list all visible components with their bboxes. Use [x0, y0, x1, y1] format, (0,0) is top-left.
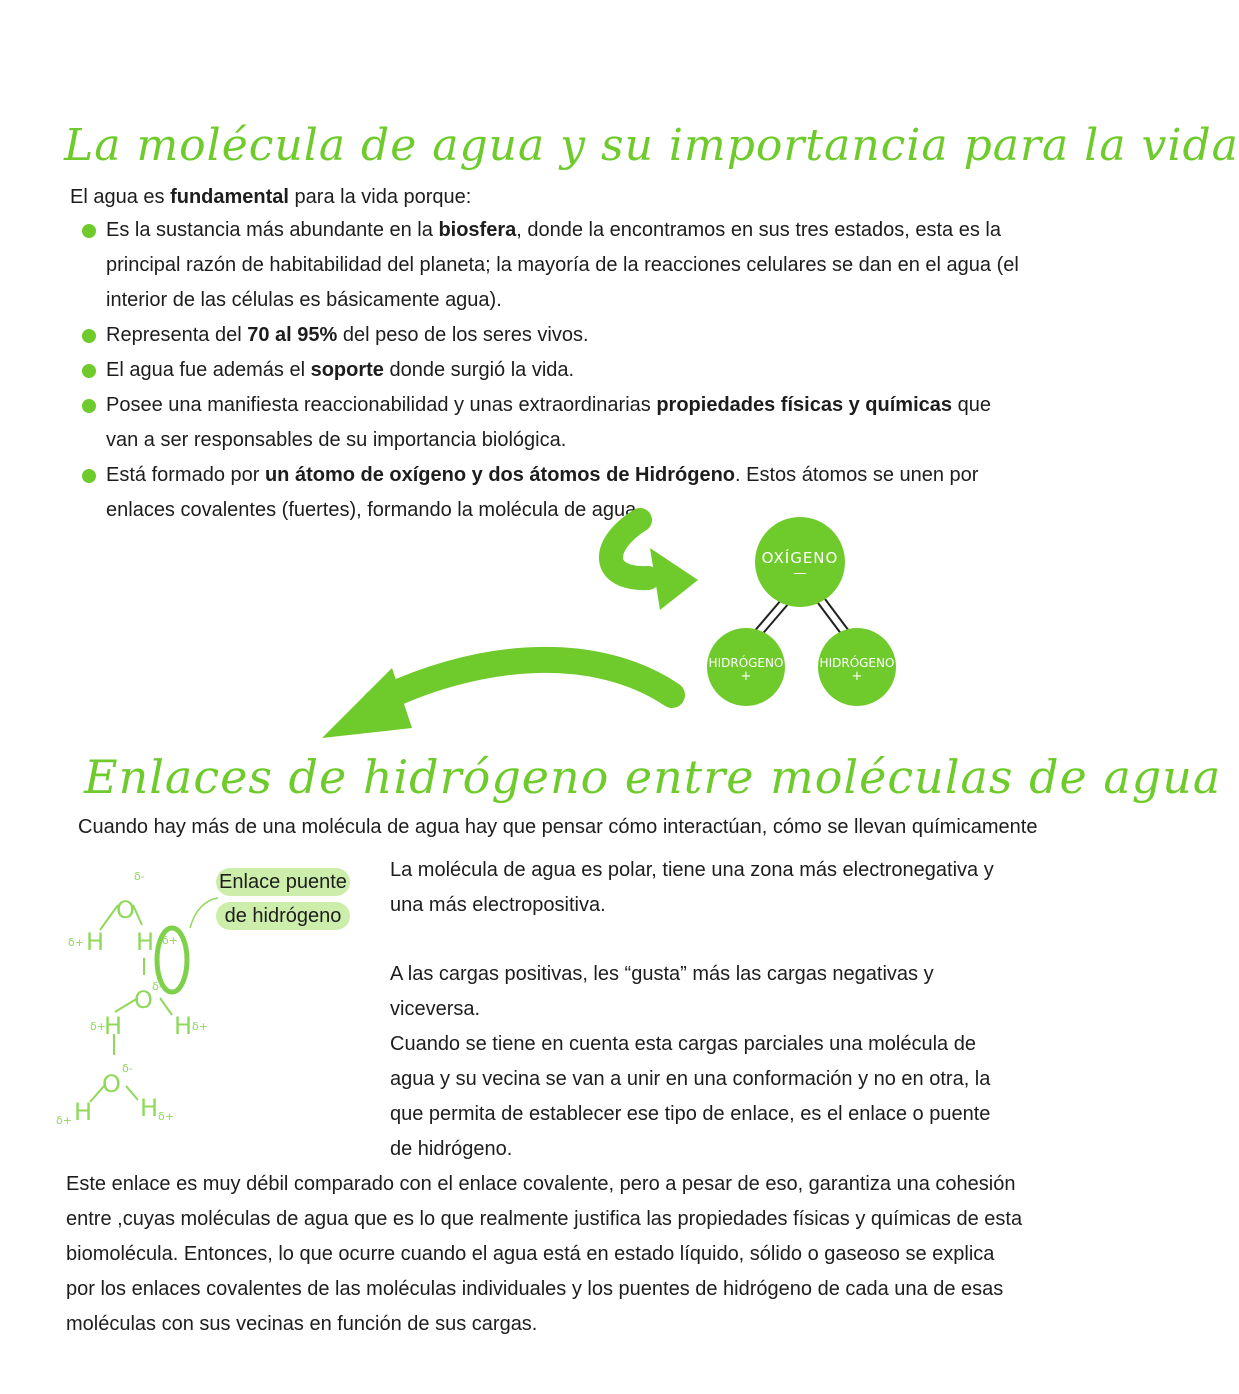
big-arrow-icon	[375, 660, 672, 703]
list-item: Está formado por un átomo de oxígeno y dos átomos de Hidrógeno. Estos átomos se unen por enlaces covalentes (fuertes), formando la molécula de agua.	[82, 458, 1022, 528]
hydrogen-bond-badge-line1: Enlace puente	[216, 868, 350, 896]
atom-label: H	[174, 1012, 193, 1040]
charge-label: δ+	[158, 1110, 174, 1123]
atom-label: O	[116, 896, 135, 924]
charge-label: δ+	[162, 934, 178, 947]
conclusion-paragraph: Este enlace es muy débil comparado con el enlace covalente, pero a pesar de eso, garantiza una cohesión entre ,cuyas moléculas de agua que es lo que realmente justifica las propiedades físicas y químicas de esta biomolécula. Entonces, lo que ocurre cuando el agua está en estado líquido, sólido o gaseoso se explica por los enlaces covalentes de las moléculas individuales y los puentes de hidrógeno de cada una de esas moléculas con sus vecinas en función de sus cargas.	[66, 1173, 1023, 1335]
atom-label: H	[74, 1098, 93, 1126]
charge-label: δ+	[90, 1020, 106, 1033]
atom-label: O	[134, 986, 153, 1014]
atom-label: H	[136, 928, 155, 956]
charge-label: δ-	[134, 870, 145, 883]
atom-label: O	[102, 1070, 121, 1098]
charge-label: δ-	[152, 980, 163, 993]
atom-label: H	[140, 1094, 159, 1122]
intro-paragraph: El agua es fundamental para la vida porque:	[70, 186, 472, 208]
hydrogen-atom-left: HIDRÓGENO +	[707, 628, 785, 706]
charge-label: δ-	[122, 1062, 133, 1075]
list-item: Representa del 70 al 95% del peso de los seres vivos.	[82, 318, 1022, 353]
polar-paragraph: La molécula de agua es polar, tiene una zona más electronegativa y una más electropositiva.	[390, 859, 994, 916]
charge-label: δ+	[68, 936, 84, 949]
sketch-atoms	[56, 870, 208, 1127]
section2-intro: Cuando hay más de una molécula de agua hay que pensar cómo interactúan, cómo se llevan químicamente	[78, 816, 1038, 838]
list-item: Es la sustancia más abundante en la biosfera, donde la encontramos en sus tres estados, esta es la principal razón de habitabilidad del planeta; la mayoría de la reacciones celulares se dan en el agua (el interior de las células es básicamente agua).	[82, 213, 1022, 318]
pointer-line	[190, 898, 218, 928]
section1-title: La molécula de agua y su importancia para la vida	[64, 120, 1239, 171]
oxygen-atom: OXÍGENO —	[755, 517, 845, 607]
atom-label: H	[86, 928, 105, 956]
list-item: El agua fue además el soporte donde surgió la vida.	[82, 353, 1022, 388]
charge-label: δ+	[56, 1114, 72, 1127]
hydrogen-bond-badge-line2: de hidrógeno	[216, 902, 350, 930]
section2-title: Enlaces de hidrógeno entre moléculas de agua	[84, 750, 1222, 804]
list-item: Posee una manifiesta reaccionabilidad y unas extraordinarias propiedades físicas y químicas que van a ser responsables de su importancia biológica.	[82, 388, 1022, 458]
charges-paragraph: A las cargas positivas, les “gusta” más las cargas negativas y viceversa.	[390, 963, 934, 1020]
partial-charges-paragraph: Cuando se tiene en cuenta esta cargas parciales una molécula de agua y su vecina se van a unir en una conformación y no en otra, la que permita de establecer ese tipo de enlace, es el enlace o puente de hidrógeno.	[390, 1033, 991, 1160]
hydrogen-atom-right: HIDRÓGENO +	[818, 628, 896, 706]
charge-label: δ+	[192, 1020, 208, 1033]
curved-arrow-head-icon	[650, 548, 698, 610]
curved-arrow-icon	[611, 520, 648, 578]
atom-label: H	[104, 1012, 123, 1040]
